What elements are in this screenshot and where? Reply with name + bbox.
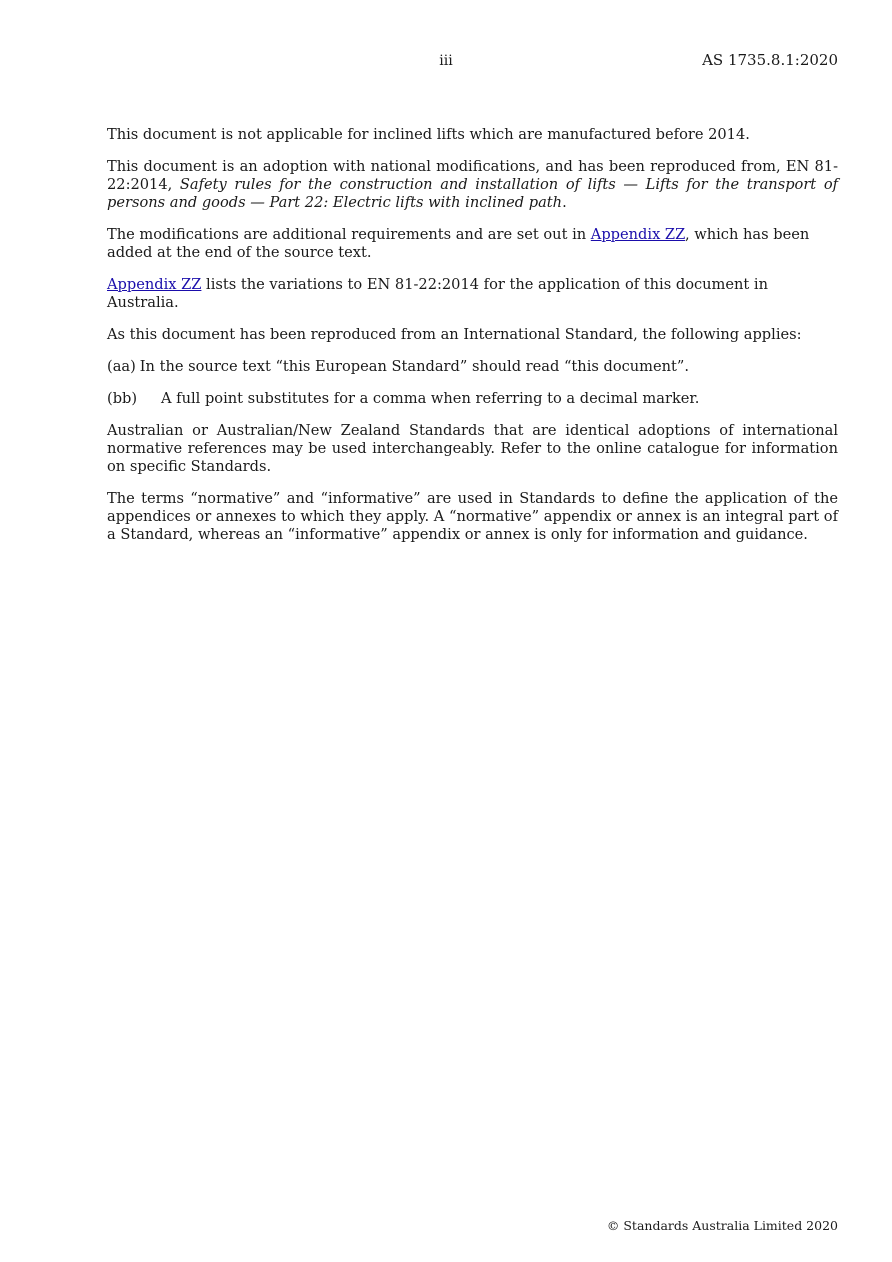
document-id: AS 1735.8.1:2020 (702, 51, 838, 69)
appendix-zz-link[interactable]: Appendix ZZ (590, 226, 685, 243)
list-item-text: In the source text “this European Standard” should read “this document”. (139, 358, 690, 375)
list-marker: (bb) (107, 390, 138, 407)
copyright-footer: © Standards Australia Limited 2020 (606, 1218, 838, 1233)
source-standard-title: Safety rules for the construction and installation of lifts — Lifts for the transport of persons and goods — Part 22: Electric lifts with inclined path (107, 176, 839, 211)
page-number: iii (439, 53, 453, 69)
adoption-end-text: . (562, 194, 567, 211)
list-marker: (aa) (107, 358, 136, 375)
variations-text: lists the variations to EN 81-22:2014 for the application of this document in Australia. (107, 276, 768, 311)
document-body (107, 126, 838, 558)
paragraph-modifications (107, 226, 838, 262)
modifications-end-text: , which has been added at the end of the source text. (107, 226, 810, 261)
list-item-text: A full point substitutes for a comma when referring to a decimal marker. (161, 390, 700, 407)
paragraph-variations (107, 276, 838, 312)
appendix-zz-link[interactable]: Appendix ZZ (107, 276, 202, 293)
list-item (107, 358, 838, 376)
paragraph-adoption (107, 158, 838, 212)
list-item (107, 390, 838, 408)
adoption-lead-text: This document is an adoption with national modifications, and has been reproduced from, EN 81-22:2014, (107, 158, 838, 193)
paragraph-normative-references: Australian or Australian/New Zealand Standards that are identical adoptions of international normative references may be used interchangeably. Refer to the online catalogue for information on specific Standards. (107, 422, 838, 475)
modifications-lead-text: The modifications are additional requirements and are set out in (107, 226, 591, 243)
paragraph-reproduction-note: As this document has been reproduced from an International Standard, the following applies: (107, 326, 802, 343)
paragraph-normative-informative: The terms “normative” and “informative” are used in Standards to define the application of the appendices or annexes to which they apply. A “normative” appendix or annex is an integral part of a Standard, whereas an “informative” appendix or annex is only for information and guidance. (107, 490, 838, 543)
paragraph-applicability: This document is not applicable for inclined lifts which are manufactured before 2014. (107, 126, 750, 143)
